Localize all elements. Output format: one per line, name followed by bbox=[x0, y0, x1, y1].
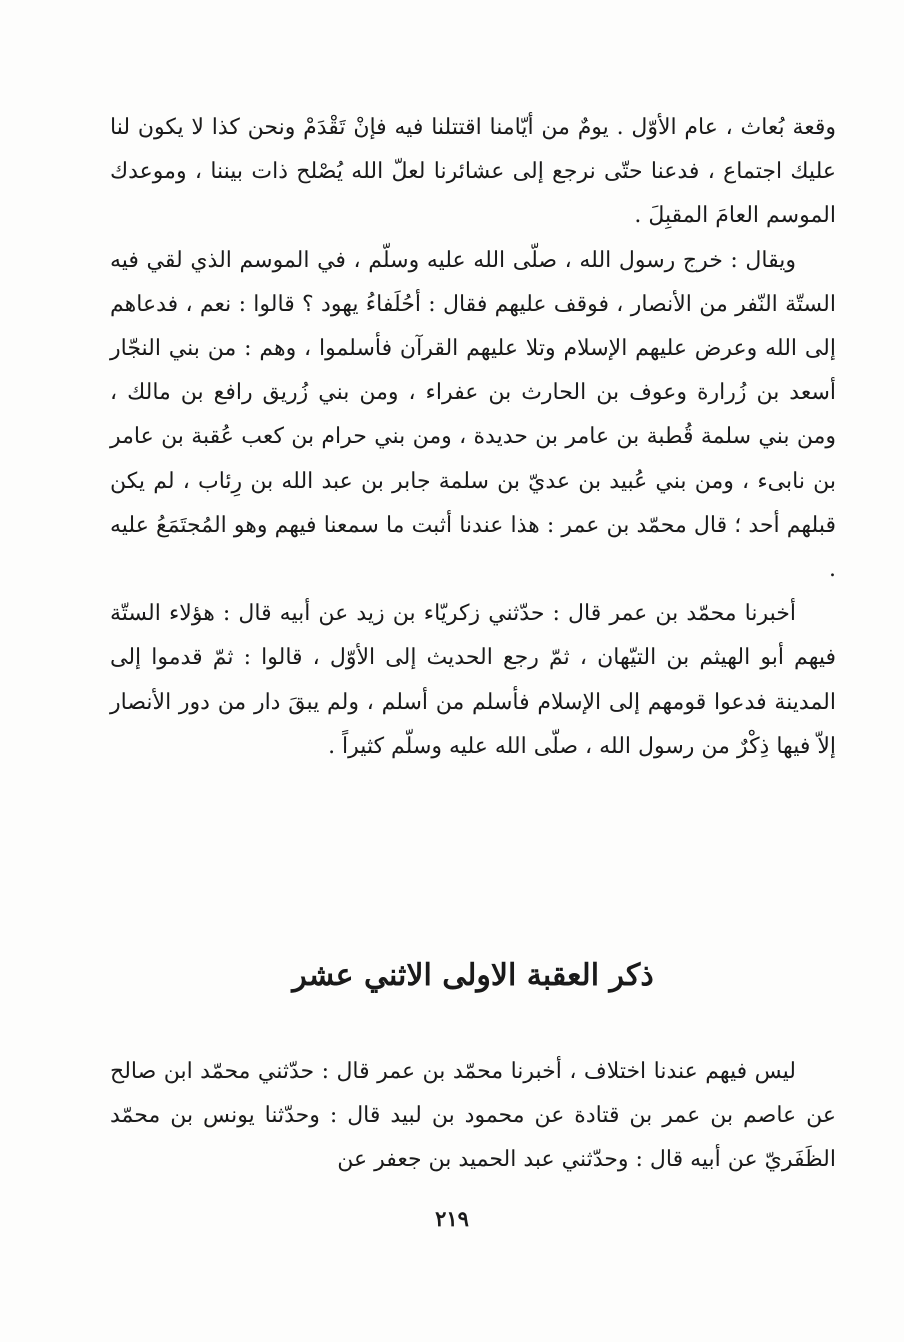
paragraph-4: ليس فيهم عندنا اختلاف ، أخبرنا محمّد بن عمر قال : حدّثني محمّد ابن صالح عن عاصم بن عمر بن قتادة عن محمود بن لبيد قال : وحدّثنا يونس بن محمّد الظَفَريّ عن أبيه قال : وحدّثني عبد الحميد بن جعفر عن bbox=[110, 1059, 836, 1173]
section-heading: ذكر العقبة الاولى الاثني عشر bbox=[292, 958, 654, 993]
paragraph-3: أخبرنا محمّد بن عمر قال : حدّثني زكريّاء بن زيد عن أبيه قال : هؤلاء الستّة فيهم أبو الهيثم بن التيّهان ، ثمّ رجع الحديث إلى الأوّل ، قالوا : ثمّ قدموا إلى المدينة فدعوا قومهم إلى الإسلام فأسلم من أسلم ، ولم يبقَ دار من دور الأنصار إلاّ فيها ذِكْرٌ من رسول الله ، صلّى الله عليه وسلّم كثيراً . bbox=[110, 601, 836, 759]
bottom-text-section bbox=[110, 1050, 836, 1183]
page-number: ٢١٩ bbox=[435, 1206, 469, 1231]
paragraph-2: ويقال : خرج رسول الله ، صلّى الله عليه وسلّم ، في الموسم الذي لقي فيه الستّة النّفر من الأنصار ، فوقف عليهم فقال : أحُلَفاءُ يهود ؟ قالوا : نعم ، فدعاهم إلى الله وعرض عليهم الإسلام وتلا عليهم القرآن فأسلموا ، وهم : من بني النجّار أسعد بن زُرارة وعوف بن الحارث بن عفراء ، ومن بني زُريق رافع بن مالك ، ومن بني سلمة قُطبة بن عامر بن حديدة ، ومن بني حرام بن كعب عُقبة بن عامر بن نابىء ، ومن بني عُبيد بن عديّ بن سلمة جابر بن عبد الله بن رِئاب ، لم يكن قبلهم أحد ؛ قال محمّد بن عمر : هذا عندنا أثبت ما سمعنا فيهم وهو المُجتَمَعُ عليه . bbox=[110, 247, 836, 583]
top-text-section bbox=[110, 106, 836, 769]
paragraph-1: وقعة بُعاث ، عام الأوّل . يومٌ من أيّامنا اقتتلنا فيه فإنْ تَقْدَمْ ونحن كذا لا يكون لنا عليك اجتماع ، فدعنا حتّى نرجع إلى عشائرنا لعلّ الله يُصْلح ذات بيننا ، وموعدك الموسم العامَ المقبِلَ . bbox=[110, 115, 836, 229]
